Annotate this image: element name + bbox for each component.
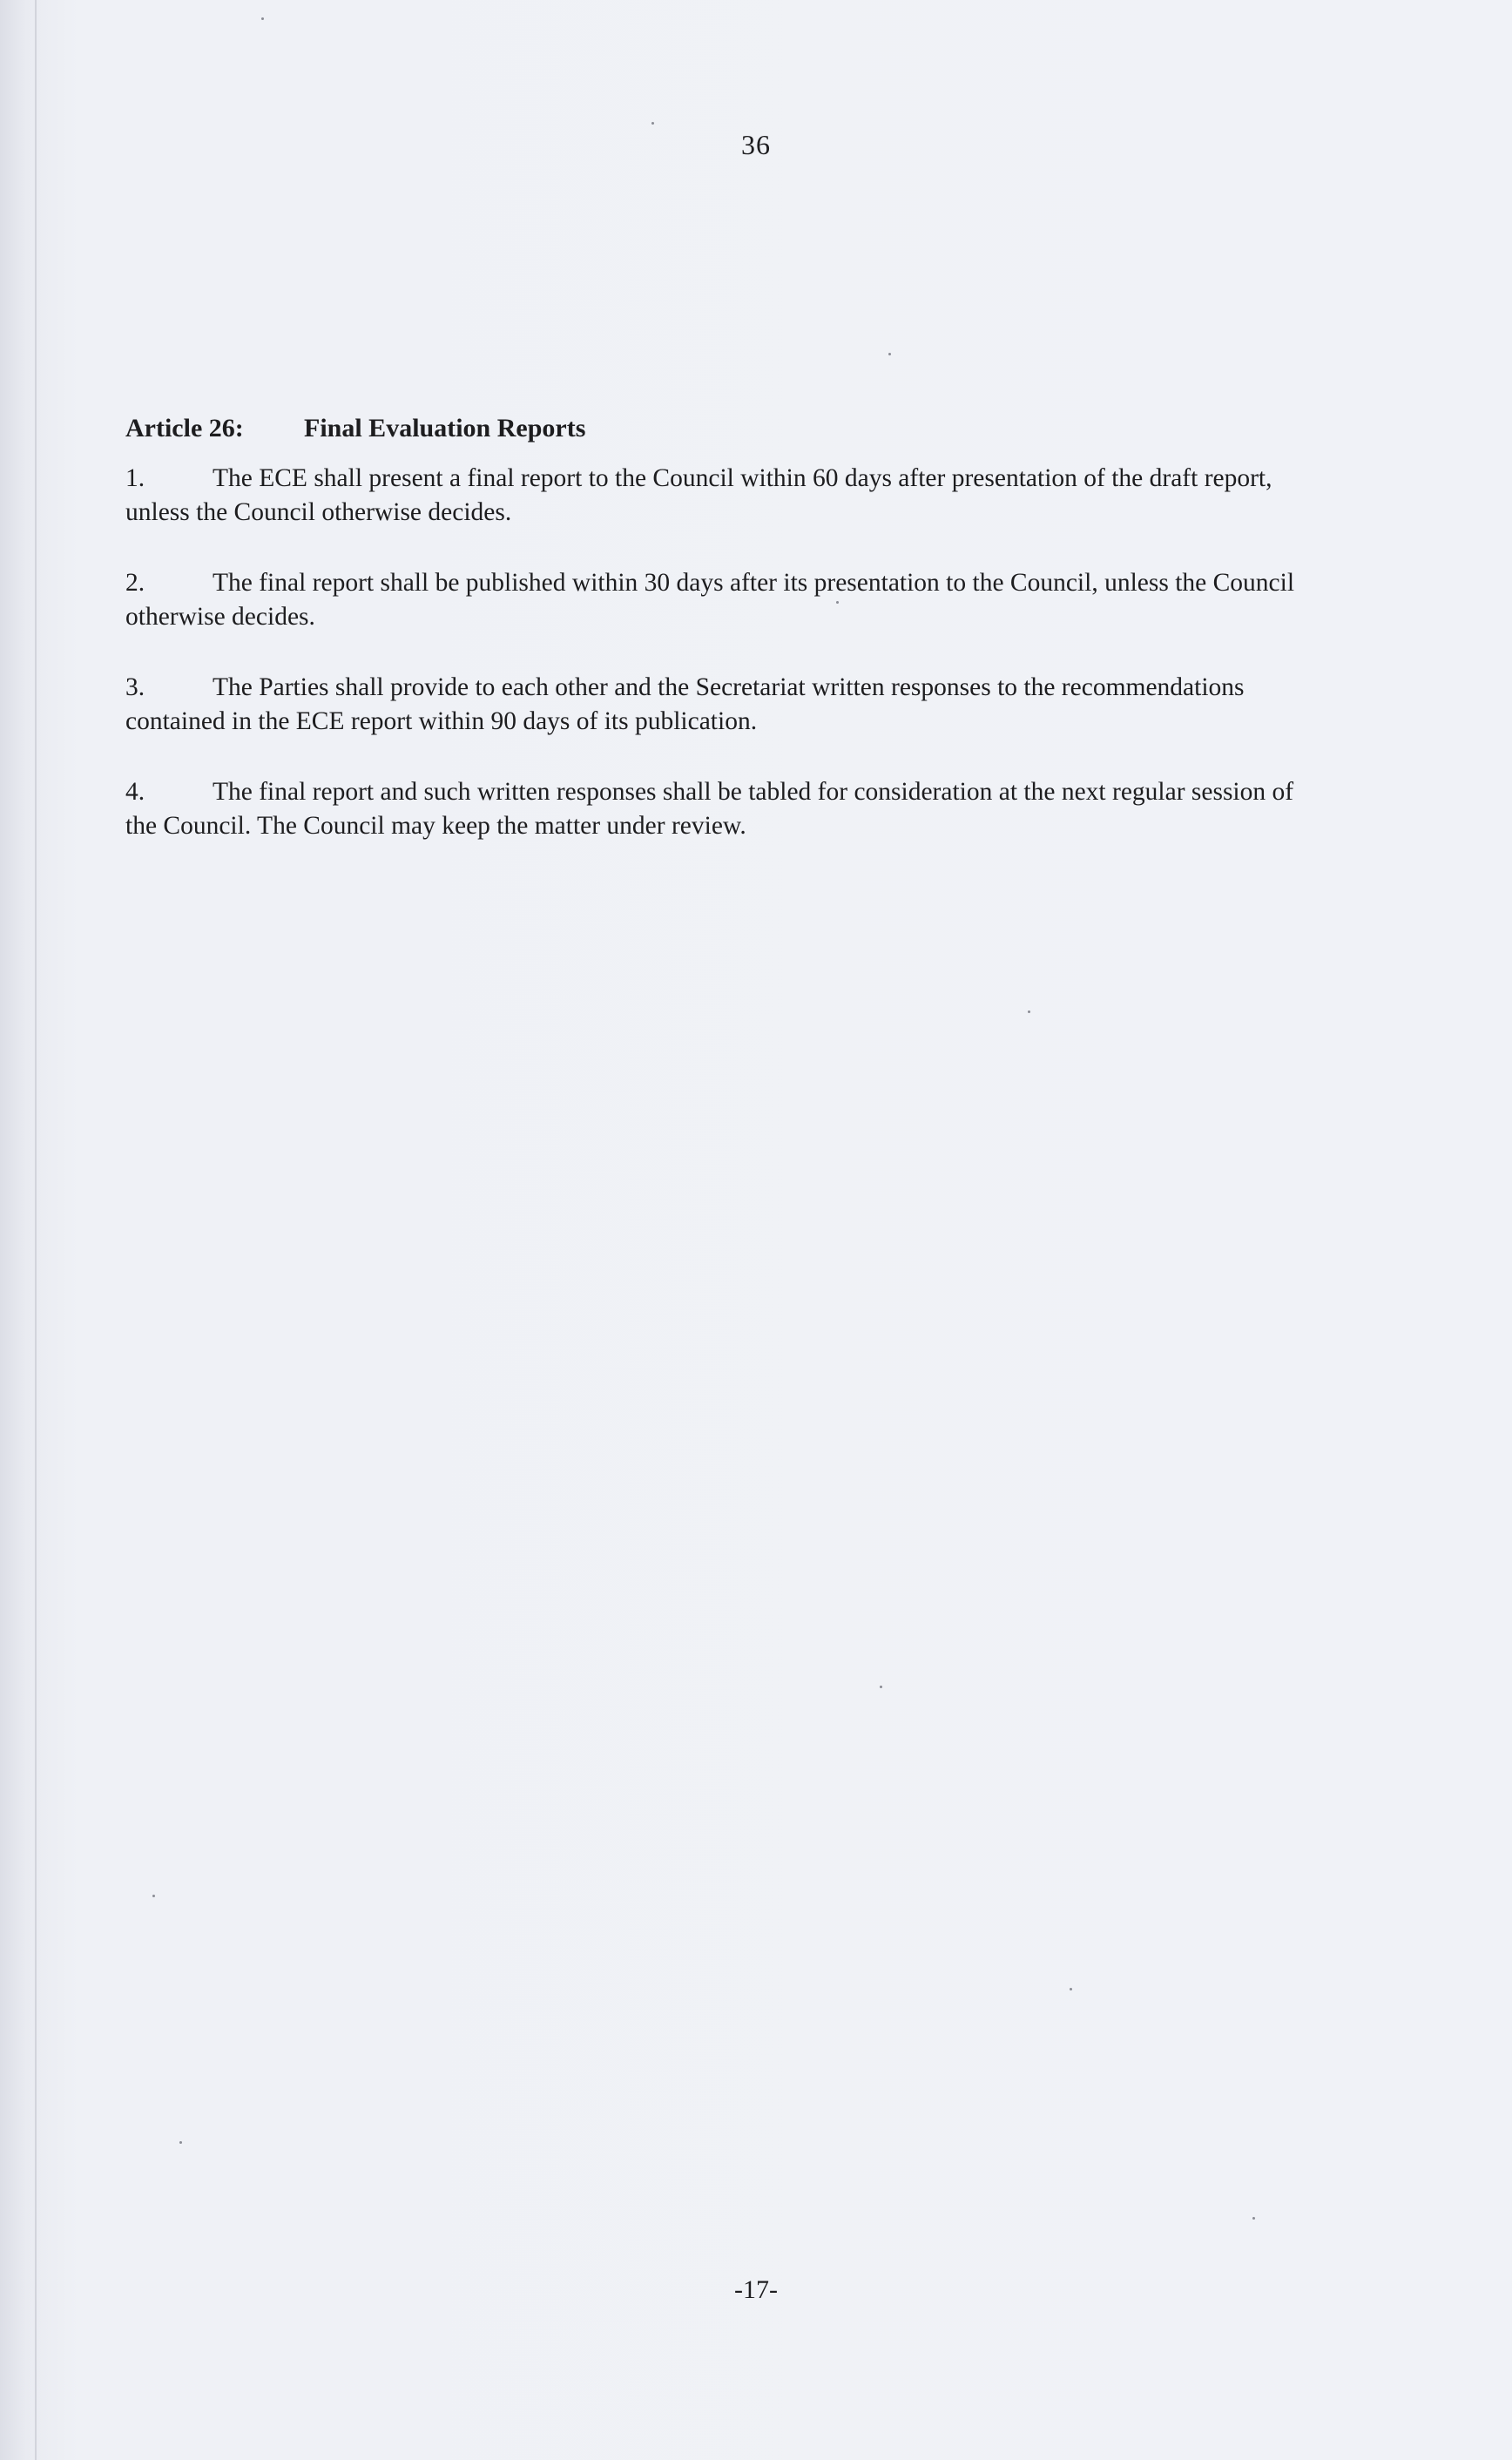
scan-speck — [888, 353, 891, 355]
paragraph-text: The final report and such written responses shall be tabled for consideration at the next regular session of the Council. The Council may keep the matter under review. — [125, 778, 1294, 840]
paragraph-number: 4. — [125, 778, 145, 806]
scan-speck — [880, 1686, 882, 1688]
paragraph-3 — [125, 671, 1301, 739]
paragraph-number: 2. — [125, 569, 145, 597]
scan-speck — [1028, 1010, 1030, 1013]
paragraph-number: 3. — [125, 673, 145, 701]
page-number-bottom: -17- — [734, 2275, 778, 2304]
scan-speck — [836, 601, 839, 604]
binding-edge — [35, 0, 37, 2460]
scan-speck — [261, 17, 264, 20]
article-number: Article 26: — [125, 414, 244, 443]
paragraph-1 — [125, 462, 1301, 530]
article-section — [125, 411, 1301, 880]
paragraph-text: The final report shall be published within 30 days after its presentation to the Council, unless the Council otherwise decides. — [125, 569, 1295, 631]
paragraph-4 — [125, 775, 1301, 843]
scan-speck — [1070, 1988, 1072, 1990]
paragraph-number: 1. — [125, 464, 145, 492]
paragraph-text: The Parties shall provide to each other and the Secretariat written responses to the recommendations contained in the ECE report within 90 days of its publication. — [125, 673, 1245, 735]
scan-speck — [1252, 2217, 1255, 2220]
scan-speck — [179, 2141, 182, 2144]
scan-speck — [651, 122, 654, 125]
article-title: Final Evaluation Reports — [304, 414, 586, 443]
scan-speck — [152, 1895, 155, 1897]
page-number-top: 36 — [741, 129, 771, 160]
paragraph-text: The ECE shall present a final report to the Council within 60 days after presentation of the draft report, unless the Council otherwise decides. — [125, 464, 1272, 526]
article-heading — [125, 411, 1301, 446]
paragraph-2 — [125, 566, 1301, 634]
